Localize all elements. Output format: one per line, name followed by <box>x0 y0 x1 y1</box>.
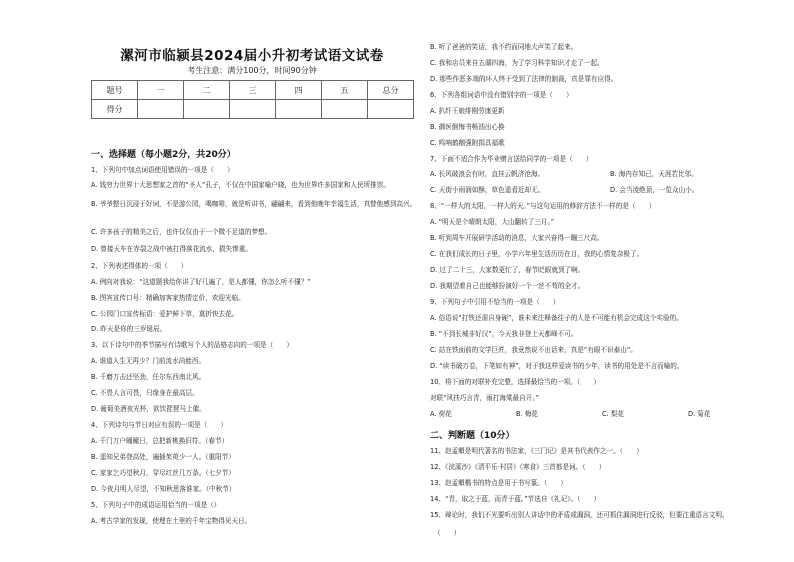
question-line: 2、下列表述得体的一项（ ） <box>91 262 188 270</box>
question-option: B. “不到长城非好汉”，今天我非登上天都峰不可。 <box>430 330 578 338</box>
score-input-cell[interactable] <box>184 100 230 119</box>
question-option: D. 会当凌绝顶，一览众山小。 <box>610 186 699 194</box>
score-input-cell[interactable] <box>322 100 368 119</box>
question-option: A. “明天是个晴朗太阳，大山翻转了三月。” <box>430 218 555 226</box>
question-option: C. 在我们成长的日子里，小学六年里生活历历在目，我的心情复杂极了。 <box>430 250 644 258</box>
question-line: 10、将下面的对联补充完整，选择最恰当的一项。（ ） <box>430 378 600 386</box>
question-option: C. 不畏人言可畏，只缘身在最高层。 <box>91 389 199 397</box>
score-input-cell[interactable] <box>276 100 322 119</box>
question-line: 9、下列句子中引用不恰当的一项是（ ） <box>430 298 560 306</box>
question-option: B. 御医倒悔书畅油出心换 <box>430 123 505 131</box>
question-line: 6、下列各组词语中没有错别字的一项是（ ） <box>430 91 573 99</box>
q10-options <box>430 410 775 419</box>
question-line: 3、以下诗句中的季节描写有诗歌写个人的品格志向的一项是（ ） <box>91 341 294 349</box>
score-cell: 五 <box>322 81 368 100</box>
question-option: B. 图宾宣传口号：精确加客家热情定价，欢迎光临。 <box>91 294 245 302</box>
score-table <box>91 80 414 119</box>
score-cell: 得分 <box>92 100 138 119</box>
question-option: C. 许多孩子的精美之后，也许仅仅由于一个微不足道的梦想。 <box>91 228 272 236</box>
judge-question: 11、赵孟頫是明代著名的书法家，《三门记》是其书代表作之一。（ ） <box>430 447 643 455</box>
question-option: C. 鸣响鹤鹅强附捐具福歌 <box>430 139 505 147</box>
score-cell: 题号 <box>92 81 138 100</box>
q10-option-c: C. 梨花 <box>602 410 624 418</box>
question-option: A. 钱穷力世界十大思想家之首的“圣人”孔子，不仅在中国家喻户晓，也为世界许多国家和人民所推崇。 <box>91 181 390 189</box>
q10-option-a: A. 荷花 <box>430 410 452 418</box>
question-option: D. 我期望着自己也能够扮演好一个一丝不苟的全才。 <box>430 282 585 290</box>
question-option: A. 例向对我说：“这道题我给你讲了好几遍了，是人都懂，你怎么听不懂？” <box>91 278 311 286</box>
question-option: A. 考古学家的发现，使埋在土里的千年宝物得见天日。 <box>91 517 252 525</box>
question-option: C. 公园门口宣传标语：爱护鲜下草，莫折快去花。 <box>91 310 239 318</box>
exam-title: 漯河市临颍县2024届小升初考试语文试卷 <box>120 48 384 64</box>
q10-option-d: D. 菊花 <box>688 410 711 418</box>
score-input-cell[interactable] <box>368 100 414 119</box>
question-option: B. 千磨万击还坚劲，任尔东西南北风。 <box>91 373 206 381</box>
question-option: B. 听到周车开展研学活动的消息，大家兴奋得一蹦三尺高。 <box>430 234 604 242</box>
question-line: 7、下面不适合作为毕业赠言送给同学的一项是（ ） <box>430 155 593 163</box>
section-title-judge: 二、判断题（10分） <box>430 431 515 441</box>
question-option: C. 站在铁面前的文学巨匠，我竟然说不出话来，真是“有眼不识泰山”。 <box>430 346 637 354</box>
question-option: D. 葡萄美酒夜光杯，欲饮琵琶马上催。 <box>91 405 206 413</box>
question-line: 5、下列句子中的成语运用恰当的一项是（） <box>91 501 221 509</box>
question-option: D. 那些作恶多端的坏人终于受到了法律的制裁，真是罪有应得。 <box>430 75 618 83</box>
exam-notice: 考生注意：满分100分，时间90分钟 <box>187 66 317 75</box>
score-input-cell[interactable] <box>230 100 276 119</box>
question-option: B. 爷爷整日沉浸于好词，不是游公园，喝咖啡，就是听讲书，翩翩来，看到他晚年幸福生活，真替他感到高兴。 <box>91 200 417 208</box>
judge-question: 12、《浣溪沙》《清平乐·村居》《寒食》三首都是词。（ ） <box>430 463 606 471</box>
score-cell: 二 <box>184 81 230 100</box>
question-line: 8、“一样大的太阳，一样大的天。”与这句运用的修辞方法不一样的是（ ） <box>430 202 656 210</box>
score-table-header-row <box>92 81 414 100</box>
question-option: A. 俗语说“打铁还需自身硬”，谁未来注释备往子的人是不可能有机会完成这个实验的。 <box>430 314 683 322</box>
question-line: 4、下列诗句与节日对应有误的一项是（ ） <box>91 421 228 429</box>
score-cell: 一 <box>138 81 184 100</box>
question-option: B. 听了爸爸的笑话，我不约而同地大声笑了起来。 <box>430 43 578 51</box>
score-cell: 总分 <box>368 81 414 100</box>
section-title-choice: 一、选择题（每小题2分，共20分） <box>91 150 236 160</box>
judge-question: 13、赵孟頫楷书的特点是用于书写篆。（ ） <box>430 479 567 487</box>
question-option: C. 家家乞巧望秋月，穿尽红丝几万条。（七夕节） <box>91 469 235 477</box>
score-cell: 三 <box>230 81 276 100</box>
judge-answer-blank: （ ） <box>434 529 461 537</box>
question-option: D. 过了二十三，大家数更忙了，春节眨眼就到了啊。 <box>430 266 585 274</box>
question-option: A. 扒纤王娘绯刚劳康更新 <box>430 107 505 115</box>
question-option: A. 谁道人生无再少？门前流水尚能西。 <box>91 357 206 365</box>
question-option: B. 遥知兄弟登高处，遍插茱萸少一人。（重阳节） <box>91 453 235 461</box>
question-option: D. 昨天是你的三岁诞辰。 <box>91 325 167 333</box>
question-option: D. 曾接天车在赤裂之战中被打得落花流水，损失惨重。 <box>91 245 252 253</box>
question-option: C. 天街小雨润如酥，草色遥看近却无。 <box>430 186 545 194</box>
score-cell: 四 <box>276 81 322 100</box>
judge-question: 14、“青，取之于蓝，而青于蓝。”节选自《礼记》。（ ） <box>430 495 601 503</box>
judge-question: 15、辩论时，我们不光要听出别人讲话中的矛盾或漏洞，还可抓住漏洞进行反驳，但要注重语言文明。 <box>430 511 729 519</box>
question-line: 对联“风扶巧言青，雨打海棠最自开。” <box>430 394 540 402</box>
question-option: A. 长风破浪会有时，直挂云帆济沧海。 <box>430 170 545 178</box>
question-option: B. 海内存知己，天涯若比邻。 <box>610 170 698 178</box>
score-input-cell[interactable] <box>138 100 184 119</box>
question-option: D. “读书破万卷，下笔如有神”，对于我这样爱读书的少年，读书的用处是不言而喻的。 <box>430 362 684 370</box>
q10-option-b: B. 梅花 <box>516 410 538 418</box>
question-option: A. 千门万户曈曈日，总把新桃换旧符。（春节） <box>91 437 229 445</box>
question-option: C. 我和店员来自五湖四海，为了学习科学知识才走了一起。 <box>430 59 604 67</box>
question-line: 1、下列句中加点词语使用错误的一项是（ ） <box>91 166 234 174</box>
question-option: D. 今夜月明人尽望，不知秋思落谁家。（中秋节） <box>91 485 236 493</box>
score-table-score-row <box>92 100 414 119</box>
